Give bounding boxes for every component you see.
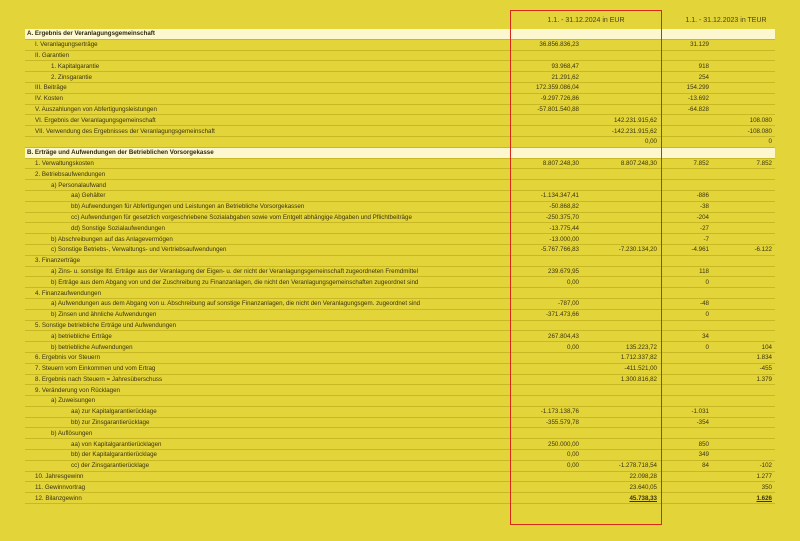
table-row <box>25 50 775 61</box>
value-c4 <box>712 450 775 461</box>
row-label: 1. Verwaltungskosten <box>25 158 500 169</box>
row-label: b) Erträge aus dem Abgang von und der Zuschreibung zu Finanzanlagen, die nicht den Veranlagungsgemeinschaften zugeordnet sind <box>25 277 500 288</box>
value-c2: 1.712.337,82 <box>582 352 660 363</box>
value-c4 <box>712 234 775 245</box>
row-label: 2. Betriebsaufwendungen <box>25 169 500 180</box>
value-c4 <box>712 169 775 180</box>
value-c3 <box>660 180 712 191</box>
table-row <box>25 428 775 439</box>
row-label: bb) Aufwendungen für Abfertigungen und Leistungen an Betriebliche Vorsorgekassen <box>25 201 500 212</box>
value-c2 <box>582 201 660 212</box>
value-c2 <box>582 277 660 288</box>
row-label <box>25 136 500 147</box>
row-label: a) Personalaufwand <box>25 180 500 191</box>
row-label: 6. Ergebnis vor Steuern <box>25 352 500 363</box>
value-c2 <box>582 169 660 180</box>
row-label: a) Aufwendungen aus dem Abgang von u. Abschreibung auf sonstige Finanzanlagen, die nicht den Veranlagungsgem. zugeordnet sind <box>25 298 500 309</box>
value-c3: -27 <box>660 223 712 234</box>
value-c2: 45.738,33 <box>582 493 660 504</box>
row-label: 3. Finanzerträge <box>25 255 500 266</box>
value-c1: -13.775,44 <box>500 223 582 234</box>
section-header-row <box>25 147 775 158</box>
row-label: aa) Gehälter <box>25 190 500 201</box>
value-c3 <box>660 374 712 385</box>
value-c2 <box>582 450 660 461</box>
table-row <box>25 180 775 191</box>
value-c1 <box>500 385 582 396</box>
table-row <box>25 406 775 417</box>
value-c4 <box>712 417 775 428</box>
value-c2 <box>582 72 660 83</box>
row-label: 12. Bilanzgewinn <box>25 493 500 504</box>
value-c4 <box>712 82 775 93</box>
table-row <box>25 255 775 266</box>
value-c4 <box>712 190 775 201</box>
value-c2: -7.230.134,20 <box>582 244 660 255</box>
value-c1 <box>500 288 582 299</box>
value-c4 <box>712 309 775 320</box>
value-c1: -355.579,78 <box>500 417 582 428</box>
value-c4 <box>712 277 775 288</box>
row-label: c) Sonstige Betriebs-, Verwaltungs- und Vertriebsaufwendungen <box>25 244 500 255</box>
value-c2: 23.640,05 <box>582 482 660 493</box>
value-c3: 0 <box>660 277 712 288</box>
value-c4: -102 <box>712 460 775 471</box>
value-c3: -204 <box>660 212 712 223</box>
value-c1 <box>500 169 582 180</box>
value-c4 <box>712 266 775 277</box>
value-c4: 1.626 <box>712 493 775 504</box>
section-header-row <box>25 29 775 39</box>
value-c3 <box>660 471 712 482</box>
value-c4 <box>712 180 775 191</box>
value-c3: 254 <box>660 72 712 83</box>
value-c2 <box>582 428 660 439</box>
value-c4: 104 <box>712 342 775 353</box>
value-c4: 7.852 <box>712 158 775 169</box>
value-c4 <box>712 439 775 450</box>
value-c3 <box>660 136 712 147</box>
table-row <box>25 439 775 450</box>
value-c4 <box>712 331 775 342</box>
table-row <box>25 190 775 201</box>
value-c4 <box>712 201 775 212</box>
value-c1: -371.473,66 <box>500 309 582 320</box>
value-c1: -57.801.540,88 <box>500 104 582 115</box>
value-c4: 0 <box>712 136 775 147</box>
value-c3: 154.299 <box>660 82 712 93</box>
value-c3 <box>660 385 712 396</box>
row-label: cc) der Zinsgarantierücklage <box>25 460 500 471</box>
value-c2: 0,00 <box>582 136 660 147</box>
value-c2 <box>582 417 660 428</box>
value-c3 <box>660 493 712 504</box>
value-c4 <box>712 72 775 83</box>
value-c1 <box>500 482 582 493</box>
table-row <box>25 126 775 137</box>
income-statement-table <box>25 29 775 504</box>
value-c3: 349 <box>660 450 712 461</box>
table-row <box>25 417 775 428</box>
value-c1: -787,00 <box>500 298 582 309</box>
value-c2 <box>582 234 660 245</box>
value-c1: 0,00 <box>500 450 582 461</box>
value-c1: -5.767.766,83 <box>500 244 582 255</box>
value-c1: -250.375,70 <box>500 212 582 223</box>
value-c3: -13.692 <box>660 93 712 104</box>
value-c1 <box>500 255 582 266</box>
value-c3: -4.961 <box>660 244 712 255</box>
value-c1: 239.679,95 <box>500 266 582 277</box>
value-c3 <box>660 363 712 374</box>
value-c3: -48 <box>660 298 712 309</box>
value-c1 <box>500 320 582 331</box>
value-c3: 84 <box>660 460 712 471</box>
value-c1: 172.359.086,04 <box>500 82 582 93</box>
value-c2 <box>582 439 660 450</box>
value-c4 <box>712 396 775 407</box>
value-c3: 0 <box>660 309 712 320</box>
table-row <box>25 320 775 331</box>
row-label: b) Zinsen und ähnliche Aufwendungen <box>25 309 500 320</box>
value-c4: 350 <box>712 482 775 493</box>
value-c3: 34 <box>660 331 712 342</box>
row-label: 7. Steuern vom Einkommen und vom Ertrag <box>25 363 500 374</box>
table-row <box>25 396 775 407</box>
row-label: 9. Veränderung von Rücklagen <box>25 385 500 396</box>
value-c1 <box>500 126 582 137</box>
value-c3 <box>660 255 712 266</box>
value-c3: 850 <box>660 439 712 450</box>
value-c1 <box>500 180 582 191</box>
value-c3 <box>660 288 712 299</box>
value-c1 <box>500 136 582 147</box>
value-c2 <box>582 212 660 223</box>
value-c4: -6.122 <box>712 244 775 255</box>
value-c1: -1.173.138,76 <box>500 406 582 417</box>
value-c2: 135.223,72 <box>582 342 660 353</box>
table-row <box>25 374 775 385</box>
table-row <box>25 244 775 255</box>
table-row <box>25 234 775 245</box>
value-c3 <box>660 115 712 126</box>
value-c3 <box>660 352 712 363</box>
section-title: A. Ergebnis der Veranlagungsgemeinschaft <box>25 29 775 39</box>
table-row <box>25 298 775 309</box>
row-label: III. Beiträge <box>25 82 500 93</box>
table-row <box>25 82 775 93</box>
value-c1 <box>500 374 582 385</box>
value-c3: 0 <box>660 342 712 353</box>
value-c2: 1.300.816,82 <box>582 374 660 385</box>
value-c3: 118 <box>660 266 712 277</box>
value-c3: -354 <box>660 417 712 428</box>
row-label: 10. Jahresgewinn <box>25 471 500 482</box>
value-c2 <box>582 320 660 331</box>
row-label: aa) zur Kapitalgarantierücklage <box>25 406 500 417</box>
value-c4 <box>712 223 775 234</box>
row-label: 1. Kapitalgarantie <box>25 61 500 72</box>
value-c1: -13.000,00 <box>500 234 582 245</box>
value-c2: 8.807.248,30 <box>582 158 660 169</box>
value-c3: 7.852 <box>660 158 712 169</box>
row-label: dd) Sonstige Sozialaufwendungen <box>25 223 500 234</box>
value-c2 <box>582 93 660 104</box>
value-c2 <box>582 61 660 72</box>
value-c1 <box>500 50 582 61</box>
value-c2 <box>582 104 660 115</box>
table-row <box>25 169 775 180</box>
value-c3: 31.129 <box>660 39 712 50</box>
value-c3: -1.031 <box>660 406 712 417</box>
table-row <box>25 115 775 126</box>
row-label: a) betriebliche Erträge <box>25 331 500 342</box>
value-c2 <box>582 82 660 93</box>
row-label: bb) der Kapitalgarantierücklage <box>25 450 500 461</box>
value-c1: 93.968,47 <box>500 61 582 72</box>
value-c3: -64.828 <box>660 104 712 115</box>
value-c2: -1.278.718,54 <box>582 460 660 471</box>
value-c1 <box>500 493 582 504</box>
value-c1: 267.804,43 <box>500 331 582 342</box>
value-c4 <box>712 406 775 417</box>
value-c3 <box>660 169 712 180</box>
table-row <box>25 39 775 50</box>
value-c1 <box>500 115 582 126</box>
value-c4: 1.277 <box>712 471 775 482</box>
table-row <box>25 104 775 115</box>
row-label: 5. Sonstige betriebliche Erträge und Aufwendungen <box>25 320 500 331</box>
table-row <box>25 352 775 363</box>
row-label: bb) zur Zinsgarantierücklage <box>25 417 500 428</box>
value-c2 <box>582 406 660 417</box>
table-row <box>25 72 775 83</box>
value-c2: 22.098,28 <box>582 471 660 482</box>
row-label: 2. Zinsgarantie <box>25 72 500 83</box>
value-c3: -7 <box>660 234 712 245</box>
row-label: IV. Kosten <box>25 93 500 104</box>
row-label: b) Abschreibungen auf das Anlagevermögen <box>25 234 500 245</box>
table-row <box>25 493 775 504</box>
value-c3: 918 <box>660 61 712 72</box>
row-label: a) Zuweisungen <box>25 396 500 407</box>
table-row <box>25 277 775 288</box>
value-c3 <box>660 126 712 137</box>
value-c3 <box>660 320 712 331</box>
value-c1 <box>500 471 582 482</box>
row-label: II. Garantien <box>25 50 500 61</box>
value-c4: -455 <box>712 363 775 374</box>
table-row <box>25 288 775 299</box>
row-label: b) Auflösungen <box>25 428 500 439</box>
row-label: aa) von Kapitalgarantierücklagen <box>25 439 500 450</box>
value-c3 <box>660 396 712 407</box>
row-label: V. Auszahlungen von Abfertigungsleistungen <box>25 104 500 115</box>
value-c4 <box>712 298 775 309</box>
table-row <box>25 309 775 320</box>
row-label: 4. Finanzaufwendungen <box>25 288 500 299</box>
value-c2 <box>582 309 660 320</box>
header-prior-period: 1.1. - 31.12.2023 in TEUR <box>685 16 767 24</box>
value-c4 <box>712 50 775 61</box>
table-row <box>25 223 775 234</box>
value-c4 <box>712 288 775 299</box>
value-c2 <box>582 288 660 299</box>
value-c2 <box>582 190 660 201</box>
table-row <box>25 331 775 342</box>
value-c2 <box>582 396 660 407</box>
row-label: b) betriebliche Aufwendungen <box>25 342 500 353</box>
table-row <box>25 93 775 104</box>
value-c1 <box>500 396 582 407</box>
table-row <box>25 266 775 277</box>
value-c1 <box>500 363 582 374</box>
value-c4 <box>712 212 775 223</box>
table-row <box>25 363 775 374</box>
value-c2 <box>582 180 660 191</box>
value-c1: 0,00 <box>500 342 582 353</box>
table-row <box>25 342 775 353</box>
value-c3 <box>660 50 712 61</box>
value-c2 <box>582 255 660 266</box>
value-c1: 8.807.248,30 <box>500 158 582 169</box>
header-current-period: 1.1. - 31.12.2024 in EUR <box>547 16 625 24</box>
row-label: VII. Verwendung des Ergebnisses der Veranlagungsgemeinschaft <box>25 126 500 137</box>
value-c1: -9.297.726,86 <box>500 93 582 104</box>
table-row <box>25 471 775 482</box>
value-c4 <box>712 255 775 266</box>
value-c2: -411.521,00 <box>582 363 660 374</box>
value-c2 <box>582 39 660 50</box>
value-c3 <box>660 428 712 439</box>
table-row <box>25 450 775 461</box>
table-row <box>25 158 775 169</box>
table-row <box>25 136 775 147</box>
value-c1 <box>500 428 582 439</box>
value-c4 <box>712 428 775 439</box>
value-c2: 142.231.915,62 <box>582 115 660 126</box>
table-row <box>25 482 775 493</box>
value-c2: -142.231.915,62 <box>582 126 660 137</box>
value-c3 <box>660 482 712 493</box>
table-row <box>25 212 775 223</box>
table-row <box>25 385 775 396</box>
value-c3: -886 <box>660 190 712 201</box>
value-c2 <box>582 50 660 61</box>
value-c2 <box>582 385 660 396</box>
value-c4 <box>712 320 775 331</box>
value-c1 <box>500 352 582 363</box>
value-c4: 1.834 <box>712 352 775 363</box>
value-c4 <box>712 104 775 115</box>
value-c4: -108.080 <box>712 126 775 137</box>
value-c1: 36.856.836,23 <box>500 39 582 50</box>
row-label: I. Veranlagungserträge <box>25 39 500 50</box>
table-row <box>25 460 775 471</box>
row-label: cc) Aufwendungen für gesetzlich vorgeschriebene Sozialabgaben sowie vom Entgelt abhängige Abgaben und Pflichtbeiträge <box>25 212 500 223</box>
value-c2 <box>582 223 660 234</box>
value-c2 <box>582 331 660 342</box>
row-label: VI. Ergebnis der Veranlagungsgemeinschaft <box>25 115 500 126</box>
table-row <box>25 201 775 212</box>
section-title: B. Erträge und Aufwendungen der Betrieblichen Vorsorgekasse <box>25 147 775 158</box>
value-c1: -1.134.347,41 <box>500 190 582 201</box>
value-c4 <box>712 61 775 72</box>
value-c4: 1.379 <box>712 374 775 385</box>
value-c1: -50.868,82 <box>500 201 582 212</box>
value-c2 <box>582 298 660 309</box>
row-label: 8. Ergebnis nach Steuern = Jahresüberschuss <box>25 374 500 385</box>
value-c4 <box>712 93 775 104</box>
value-c1: 250.000,00 <box>500 439 582 450</box>
value-c4 <box>712 385 775 396</box>
value-c2 <box>582 266 660 277</box>
value-c1: 21.291,62 <box>500 72 582 83</box>
value-c4 <box>712 39 775 50</box>
value-c4: 108.080 <box>712 115 775 126</box>
value-c1: 0,00 <box>500 277 582 288</box>
row-label: 11. Gewinnvortrag <box>25 482 500 493</box>
value-c1: 0,00 <box>500 460 582 471</box>
table-row <box>25 61 775 72</box>
row-label: a) Zins- u. sonstige lfd. Erträge aus der Veranlagung der Eigen- u. der nicht der Veranlagungsgemeinschaft zugeordneten Fremdmittel <box>25 266 500 277</box>
value-c3: -38 <box>660 201 712 212</box>
